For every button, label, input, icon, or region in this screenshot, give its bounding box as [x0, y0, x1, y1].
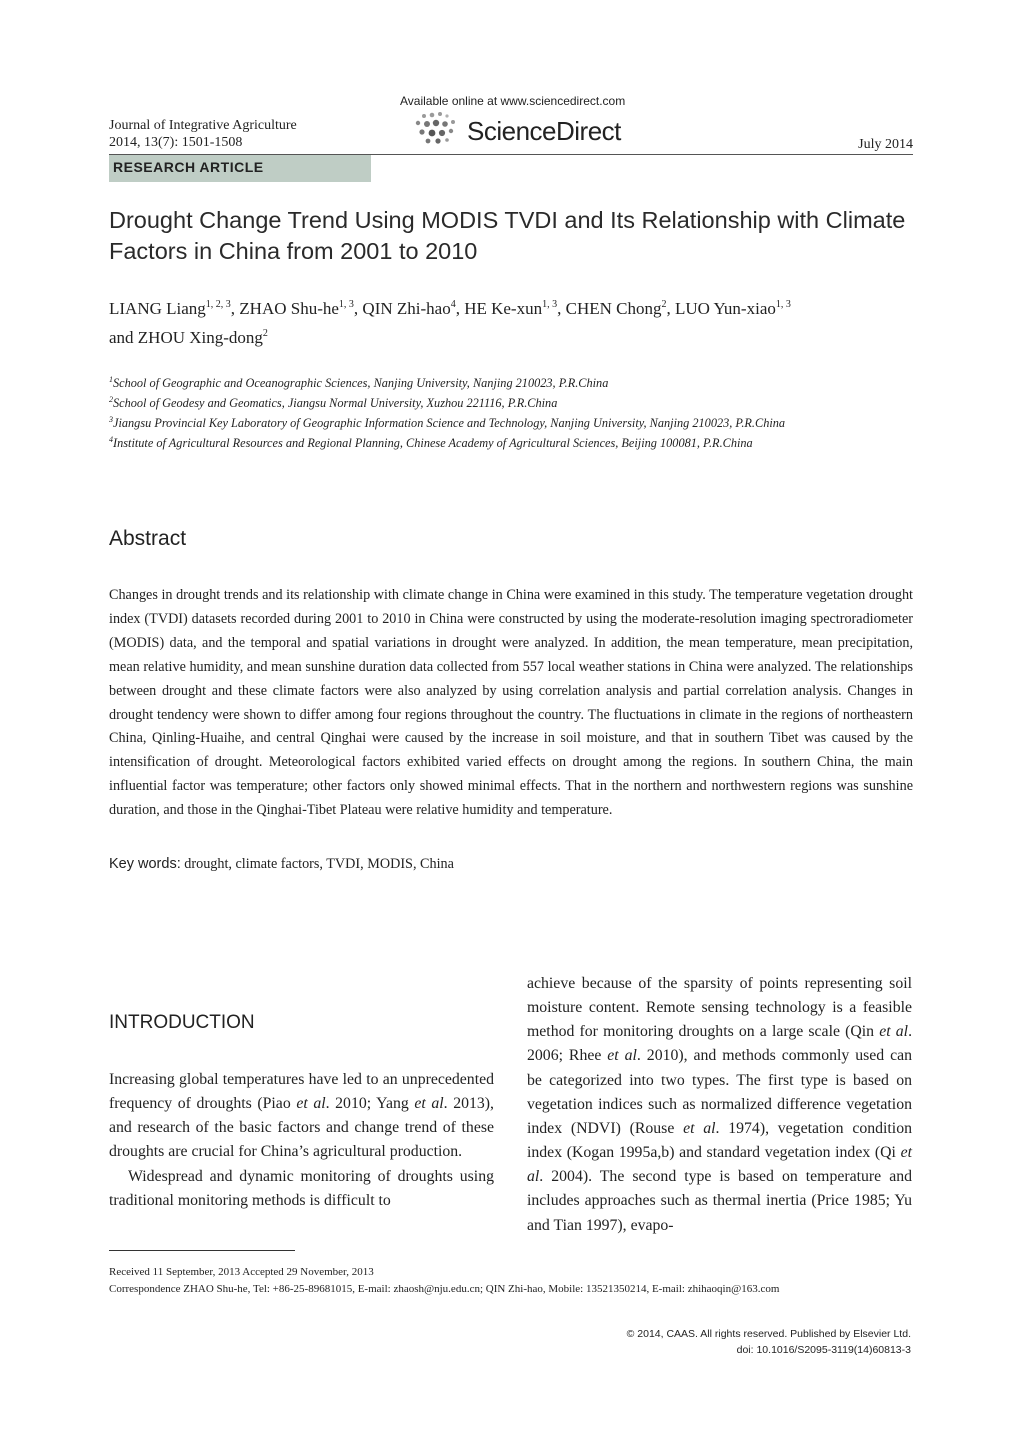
sciencedirect-dots-icon [412, 110, 464, 150]
author: and ZHOU Xing-dong$^2$ [109, 328, 268, 347]
abstract-body: Changes in drought trends and its relationship with climate change in China were examined in this study. The temperature vegetation drought index (TVDI) datasets recorded during 2001 to 2010 in China were constructed by using the moderate-resolution imaging spectroradiometer (MODIS) data, and the temporal and spatial variations in drought were analyzed. In addition, the mean temperature, mean precipitation, mean relative humidity, and mean sunshine duration data collected from 557 local weather stations in China were analyzed. The relationships between drought and these climate factors were also analyzed by using correlation analysis and partial correlation analysis. Changes in drought tendency were shown to differ among four regions throughout the country. The fluctuations in climate in the regions of northeastern China, Qinling-Huaihe, and central Qinghai were caused by the increase in soil moisture, and that in southern Tibet was caused by the intensification of drought. Meteorological factors exhibited varied effects on drought among the regions. In southern China, the main influential factor was temperature; other factors only showed minimal effects. That in the northern and northwestern regions was sunshine duration, and those in the Qinghai-Tibet Plateau were relative humidity and temperature. [109, 587, 913, 819]
doi: doi: 10.1016/S2095-3119(14)60813-3 [736, 1344, 911, 1356]
affiliation: $^1$School of Geographic and Oceanographic Sciences, Nanjing University, Nanjing 210023, P.R.China [109, 375, 609, 390]
copyright-notice: © 2014, CAAS. All rights reserved. Published by Elsevier Ltd. [626, 1328, 911, 1340]
paragraph: achieve because of the sparsity of points representing soil moisture content. Remote sensing technology is a feasible method for monitoring droughts on a large scale (Qin et al. 2006; Rhee et al. 2010), and methods commonly used can be categorized into two types. The first type is based on vegetation indices such as normalized difference vegetation index (NDVI) (Rouse et al. 1974), vegetation condition index (Kogan 1995a,b) and standard vegetation index (Qi et al. 2004). The second type is based on temperature and includes approaches such as thermal inertia (Price 1985; Yu and Tian 1997), evapo- [527, 975, 913, 1234]
received-dates: Received 11 September, 2013 Accepted 29 November, 2013 [109, 1266, 374, 1278]
affiliation: $^2$School of Geodesy and Geomatics, Jiangsu Normal University, Xuzhou 221116, P.R.China [109, 395, 558, 410]
author: HE Ke-xun$^{1, 3}$, [464, 299, 566, 318]
keywords-list: drought, climate factors, TVDI, MODIS, China [184, 856, 454, 872]
author: LUO Yun-xiao$^{1, 3}$ [674, 299, 791, 318]
journal-issue: 2014, 13(7): 1501-1508 [109, 135, 243, 150]
journal-name: Journal of Integrative Agriculture [109, 118, 297, 133]
author: LIANG Liang$^{1, 2, 3}$, [109, 299, 240, 318]
affiliation-marker: 2 [262, 328, 268, 339]
affiliation: $^4$Institute of Agricultural Resources and Regional Planning, Chinese Academy of Agricultural Sciences, Beijing 100081, P.R.China [109, 435, 753, 450]
paragraph: Widespread and dynamic monitoring of droughts using traditional monitoring methods is difficult to [109, 1167, 494, 1209]
keywords [109, 856, 454, 873]
author: ZHAO Shu-he$^{1, 3}$, [239, 299, 363, 318]
sciencedirect-logo [412, 110, 632, 150]
affiliation-marker: 4 [450, 299, 456, 310]
keywords-label: Key words: [109, 856, 181, 872]
author-list [109, 294, 915, 352]
introduction-heading: INTRODUCTION [109, 1012, 255, 1033]
article-title: Drought Change Trend Using MODIS TVDI and Its Relationship with Climate Factors in China from 2001 to 2010 [109, 207, 906, 264]
affiliation-marker: 2 [661, 299, 667, 310]
author: CHEN Chong$^2$, [565, 299, 675, 318]
correspondence: Correspondence ZHAO Shu-he, Tel: +86-25-89681015, E-mail: zhaosh@nju.edu.cn; QIN Zhi-hao, Mobile: 13521350214, E-mail: zhihaoqin@163.com [109, 1283, 780, 1295]
article-type-badge [109, 155, 371, 182]
paragraph: Increasing global temperatures have led to an unprecedented frequency of droughts (Piao et al. 2010; Yang et al. 2013), and research of the basic factors and change trend of these droughts are crucial for China’s agricultural production. [109, 1071, 495, 1161]
sciencedirect-wordmark: ScienceDirect [467, 116, 621, 146]
affiliation-list [109, 373, 915, 453]
affiliation-marker: 1, 3 [542, 299, 558, 310]
footnote-rule [109, 1250, 295, 1251]
available-online-notice: Available online at www.sciencedirect.com [400, 94, 626, 108]
affiliation: $^3$Jiangsu Provincial Key Laboratory of Geographic Information Science and Technology, Nanjing University, Nanjing 210023, P.R.China [109, 415, 786, 430]
journal-info [109, 117, 297, 151]
affiliation-marker: 1, 3 [775, 299, 791, 310]
author: QIN Zhi-hao$^4$, [362, 299, 465, 318]
introduction-column-left [109, 1068, 494, 1213]
introduction-column-right [527, 972, 912, 1238]
issue-date: July 2014 [858, 137, 913, 152]
affiliation-marker: 1, 3 [338, 299, 354, 310]
abstract-heading: Abstract [109, 527, 187, 550]
affiliation-marker: 1, 2, 3 [205, 299, 231, 310]
article-type-label: RESEARCH ARTICLE [113, 159, 264, 175]
